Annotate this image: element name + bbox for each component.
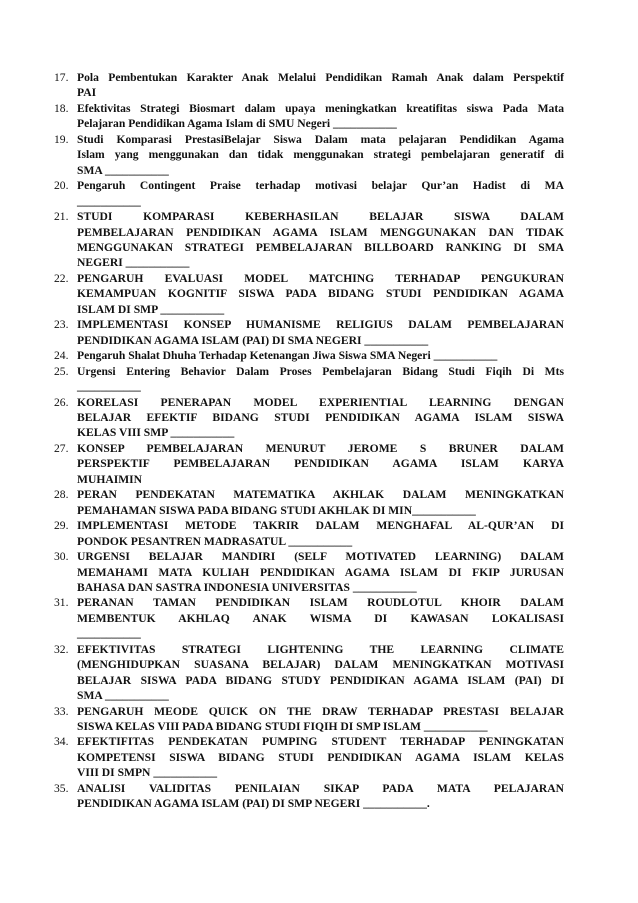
item-number: 26. <box>54 395 69 409</box>
list-item <box>54 642 564 704</box>
list-item <box>54 518 564 549</box>
item-title-line: KORELASI PENERAPAN MODEL EXPERIENTIAL LEARNING DENGAN <box>77 395 564 409</box>
item-title-line: ___________ <box>77 194 141 208</box>
item-title <box>77 441 564 487</box>
item-title-line: ANALISI VALIDITAS PENILAIAN SIKAP PADA MATA PELAJARAN <box>77 781 564 795</box>
item-title-line: Pengaruh Shalat Dhuha Terhadap Ketenangan Jiwa Siswa SMA Negeri ___________ <box>77 349 498 363</box>
list-item <box>54 734 564 780</box>
item-number: 27. <box>54 441 69 455</box>
item-title-line: Islam yang menggunakan dan tidak menggunakan strategi pembelajaran generatif di <box>77 148 564 162</box>
list-item <box>54 441 564 487</box>
item-title-line: EFEKTIFITAS PENDEKATAN PUMPING STUDENT TERHADAP PENINGKATAN <box>77 735 564 749</box>
item-title-line: KOMPETENSI SISWA BIDANG STUDI PENDIDIKAN AGAMA ISLAM KELAS <box>77 750 564 764</box>
numbered-title-list <box>54 70 564 812</box>
item-title-line: PERAN PENDEKATAN MATEMATIKA AKHLAK DALAM MENINGKATKAN <box>77 488 564 502</box>
item-title-line: PEMBELAJARAN PENDIDIKAN AGAMA ISLAM MENGGUNAKAN DAN TIDAK <box>77 225 564 239</box>
item-title-line: STUDI KOMPARASI KEBERHASILAN BELAJAR SISWA DALAM <box>77 210 564 224</box>
list-item <box>54 395 564 441</box>
item-number: 32. <box>54 642 69 656</box>
item-title-line: BAHASA DAN SASTRA INDONESIA UNIVERSITAS ___________ <box>77 580 417 594</box>
item-title <box>77 595 564 641</box>
item-title-line: MEMBENTUK AKHLAQ ANAK WISMA DI KAWASAN LOKALISASI <box>77 611 564 625</box>
item-title-line: IMPLEMENTASI KONSEP HUMANISME RELIGIUS DALAM PEMBELAJARAN <box>77 318 564 332</box>
item-title <box>77 364 564 395</box>
item-number: 33. <box>54 704 69 718</box>
list-item <box>54 364 564 395</box>
item-title-line: Pelajaran Pendidikan Agama Islam di SMU Negeri ___________ <box>77 117 397 131</box>
item-title-line: PERSPEKTIF PEMBELAJARAN PENDIDIKAN AGAMA ISLAM KARYA <box>77 457 564 471</box>
item-title-line: BELAJAR SISWA PADA BIDANG STUDY PENDIDIKAN AGAMA ISLAM (PAI) DI <box>77 673 564 687</box>
item-title <box>77 734 564 780</box>
item-number: 17. <box>54 71 69 84</box>
item-title <box>77 101 564 132</box>
item-title-line: PENGARUH EVALUASI MODEL MATCHING TERHADAP PENGUKURAN <box>77 271 564 285</box>
item-title-line: ___________ <box>77 380 141 394</box>
item-number: 24. <box>54 349 69 363</box>
item-title-line: PENDIDIKAN AGAMA ISLAM (PAI) DI SMA NEGERI ___________ <box>77 333 429 347</box>
item-title-line: SMA ___________ <box>77 163 169 177</box>
item-title <box>77 132 564 178</box>
list-item <box>54 317 564 348</box>
list-item <box>54 549 564 595</box>
item-title-line: PONDOK PESANTREN MADRASATUL ___________ <box>77 534 353 548</box>
item-number: 20. <box>54 179 69 193</box>
item-number: 25. <box>54 364 69 378</box>
item-title-line: KELAS VIII SMP ___________ <box>77 426 235 440</box>
item-title-line: EFEKTIVITAS STRATEGI LIGHTENING THE LEARNING CLIMATE <box>77 642 564 656</box>
item-title-line: SISWA KELAS VIII PADA BIDANG STUDI FIQIH DI SMP ISLAM ___________ <box>77 720 488 734</box>
item-title-line: ___________ <box>77 627 141 641</box>
list-item <box>54 348 564 363</box>
list-item <box>54 70 564 101</box>
item-title-line: Pengaruh Contingent Praise terhadap motivasi belajar Qur’an Hadist di MA <box>77 179 564 193</box>
item-number: 18. <box>54 101 69 115</box>
item-number: 28. <box>54 488 69 502</box>
item-title <box>77 781 564 812</box>
item-title-line: PENDIDIKAN AGAMA ISLAM (PAI) DI SMP NEGERI ___________. <box>77 797 430 811</box>
item-title <box>77 178 564 209</box>
item-title <box>77 704 564 735</box>
item-title <box>77 518 564 549</box>
item-number: 22. <box>54 271 69 285</box>
list-item <box>54 595 564 641</box>
item-title-line: Efektivitas Strategi Biosmart dalam upaya meningkatkan kreatifitas siswa Pada Mata <box>77 101 564 115</box>
item-number: 19. <box>54 132 69 146</box>
item-title <box>77 395 564 441</box>
item-number: 29. <box>54 519 69 533</box>
item-number: 23. <box>54 318 69 332</box>
list-item <box>54 178 564 209</box>
list-item <box>54 132 564 178</box>
item-number: 31. <box>54 596 69 610</box>
item-title <box>77 271 564 317</box>
item-title-line: URGENSI BELAJAR MANDIRI (SELF MOTIVATED LEARNING) DALAM <box>77 550 564 564</box>
item-title <box>77 549 564 595</box>
item-title <box>77 70 564 101</box>
item-title-line: KEMAMPUAN KOGNITIF SISWA PADA BIDANG STUDI PENDIDIKAN AGAMA <box>77 287 564 301</box>
list-item <box>54 487 564 518</box>
item-title <box>77 209 564 271</box>
item-title-line: MENGGUNAKAN STRATEGI PEMBELAJARAN BILLBOARD RANKING DI SMA <box>77 240 564 254</box>
item-title-line: MEMAHAMI MATA KULIAH PENDIDIKAN AGAMA ISLAM DI FKIP JURUSAN <box>77 565 564 579</box>
item-title-line: (MENGHIDUPKAN SUASANA BELAJAR) DALAM MENINGKATKAN MOTIVASI <box>77 658 564 672</box>
item-title-line: Urgensi Entering Behavior Dalam Proses Pembelajaran Bidang Studi Fiqih Di Mts <box>77 364 564 378</box>
item-title-line: PAI <box>77 86 97 100</box>
item-title-line: Studi Komparasi PrestasiBelajar Siswa Dalam mata pelajaran Pendidikan Agama <box>77 132 564 146</box>
item-title-line: ISLAM DI SMP ___________ <box>77 302 225 316</box>
item-title-line: PERANAN TAMAN PENDIDIKAN ISLAM ROUDLOTUL KHOIR DALAM <box>77 596 564 610</box>
item-title <box>77 317 564 348</box>
item-title-line: Pola Pembentukan Karakter Anak Melalui Pendidikan Ramah Anak dalam Perspektif <box>77 71 564 84</box>
item-title-line: PENGARUH MEODE QUICK ON THE DRAW TERHADAP PRESTASI BELAJAR <box>77 704 564 718</box>
list-item <box>54 101 564 132</box>
item-title-line: IMPLEMENTASI METODE TAKRIR DALAM MENGHAFAL AL-QUR’AN DI <box>77 519 564 533</box>
list-item <box>54 209 564 271</box>
list-item <box>54 271 564 317</box>
item-number: 35. <box>54 781 69 795</box>
item-title-line: BELAJAR EFEKTIF BIDANG STUDI PENDIDIKAN AGAMA ISLAM SISWA <box>77 410 564 424</box>
item-title <box>77 348 564 363</box>
item-number: 21. <box>54 210 69 224</box>
item-number: 30. <box>54 550 69 564</box>
list-item <box>54 704 564 735</box>
item-title <box>77 642 564 704</box>
item-title-line: MUHAIMIN <box>77 472 143 486</box>
item-title-line: NEGERI ___________ <box>77 256 190 270</box>
item-title-line: PEMAHAMAN SISWA PADA BIDANG STUDI AKHLAK DI MIN___________ <box>77 503 476 517</box>
item-title-line: VIII DI SMPN ___________ <box>77 766 218 780</box>
list-item <box>54 781 564 812</box>
item-number: 34. <box>54 735 69 749</box>
item-title-line: KONSEP PEMBELAJARAN MENURUT JEROME S BRUNER DALAM <box>77 441 564 455</box>
item-title <box>77 487 564 518</box>
item-title-line: SMA ___________ <box>77 689 169 703</box>
